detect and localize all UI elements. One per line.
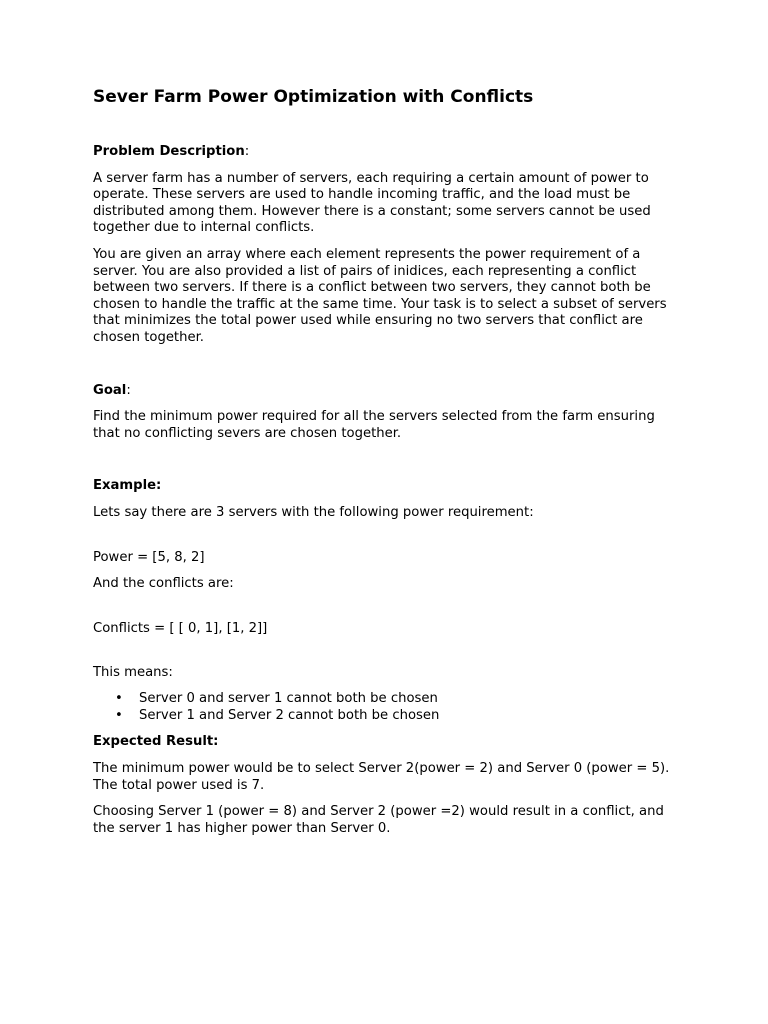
expected-result-heading [93,734,683,751]
means-intro: This means: [93,665,173,681]
problem-description-paragraph-2: You are given an array where each element represents the power requirement of a server. You are also provided a list of pairs of inidices, each representing a conflict between two servers. If there is a conflict between two servers, they cannot both be chosen to handle the traffic at the same time. Your task is to select a subset of servers that minimizes the total power used while ensuring no two servers that conflict are chosen together. [93,246,667,345]
problem-description-colon: : [244,144,250,159]
expected-result-paragraph-1: The minimum power would be to select Server 2(power = 2) and Server 0 (power = 5). The total power used is 7. [93,761,670,793]
example-heading [93,478,683,495]
problem-description-label: Problem Description [93,144,245,159]
bullet-icon: • [115,690,123,706]
problem-description-paragraph-1: A server farm has a number of servers, each requiring a certain amount of power to operate. These servers are used to handle incoming traffic, and the load must be distributed among them. However there is a constant; some servers cannot be used together due to internal conflicts. [93,170,651,236]
problem-description-heading [93,144,683,161]
list-item-text: Server 1 and Server 2 cannot both be chosen [139,707,440,723]
list-item [93,708,683,725]
conflicts-intro: And the conflicts are: [93,576,234,592]
example-label: Example: [93,478,162,494]
goal-colon: : [126,382,131,398]
expected-result-paragraph-2: Choosing Server 1 (power = 8) and Server 2 (power =2) would result in a conflict, and the server 1 has higher power than Server 0. [93,804,664,836]
document-body [93,86,683,837]
document-title: Sever Farm Power Optimization with Conflicts [93,87,534,107]
conflict-explanation-list [93,691,683,725]
conflicts-array-line: Conflicts = [ [ 0, 1], [1, 2]] [93,620,268,636]
expected-result-label: Expected Result: [93,734,219,750]
list-item [93,691,683,708]
example-intro: Lets say there are 3 servers with the following power requirement: [93,504,534,520]
list-item-text: Server 0 and server 1 cannot both be chosen [139,690,438,706]
power-array-line: Power = [5, 8, 2] [93,549,205,565]
bullet-icon: • [115,707,123,723]
goal-label: Goal [93,382,127,398]
goal-heading [93,383,683,400]
goal-text: Find the minimum power required for all the servers selected from the farm ensuring that no conflicting severs are chosen together. [93,409,655,441]
